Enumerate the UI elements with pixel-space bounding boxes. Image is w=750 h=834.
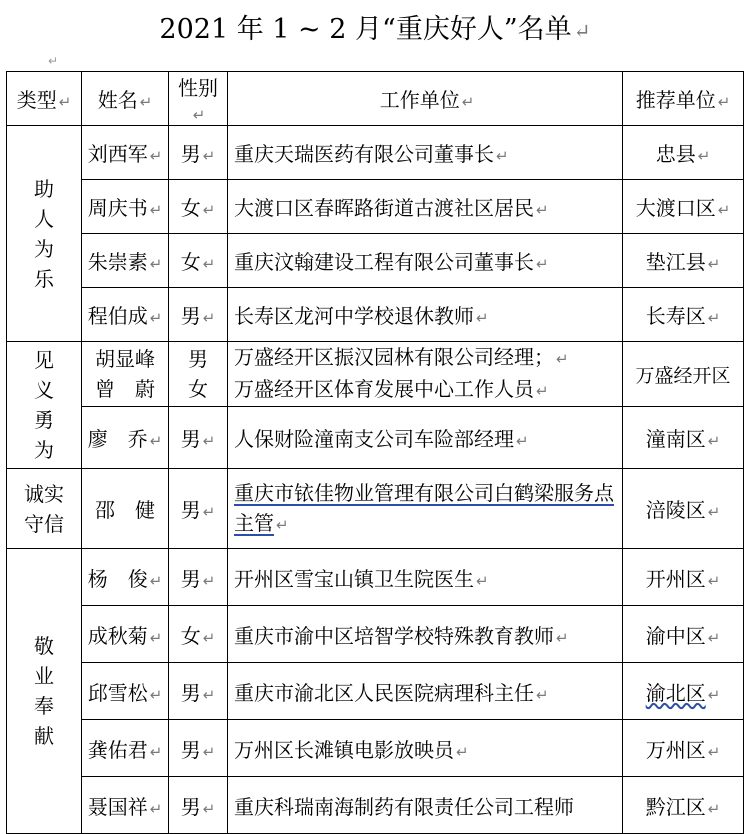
name-cell: 周庆书 ↵ — [82, 180, 169, 234]
name-cell: 龚佑君 ↵ — [82, 720, 169, 777]
name-cell: 刘西军 ↵ — [82, 126, 169, 180]
workplace-cell: 开州区雪宝山镇卫生院医生 ↵ — [228, 549, 623, 606]
name-cell: 朱崇素 ↵ — [82, 234, 169, 288]
sex-cell: 男 ↵ — [169, 469, 228, 549]
header-workplace: 工作单位 ↵ — [228, 72, 623, 126]
name-cell: 邵 健 — [82, 469, 169, 549]
paragraph-mark-icon: ↵ — [573, 19, 591, 43]
category-cell: 敬业奉献 — [7, 549, 82, 834]
name-cell: 邱雪松 ↵ — [82, 663, 169, 720]
category-cell: 助人为乐 — [7, 126, 82, 342]
table-header-row — [7, 72, 744, 126]
sex-cell: 男 ↵ — [169, 549, 228, 606]
recommender-cell: 万盛经开区 — [623, 342, 744, 407]
sex-cell: 女 ↵ — [169, 234, 228, 288]
table-row — [7, 180, 744, 234]
table-row — [7, 234, 744, 288]
sex-cell: 女 ↵ — [169, 180, 228, 234]
name-cell: 廖 乔 ↵ — [82, 407, 169, 469]
table-row — [7, 663, 744, 720]
workplace-cell: 重庆科瑞南海制药有限责任公司工程师 — [228, 777, 623, 834]
header-name: 姓名 ↵ — [82, 72, 169, 126]
workplace-cell: 重庆天瑞医药有限公司董事长 ↵ — [228, 126, 623, 180]
workplace-cell: 万盛经开区振汉园林有限公司经理； ↵ 万盛经开区体育发展中心工作人员 ↵ — [228, 342, 623, 407]
header-type: 类型 ↵ — [7, 72, 82, 126]
recommender-cell: 长寿区 ↵ — [623, 288, 744, 342]
table-row — [7, 469, 744, 549]
workplace-cell: 重庆市铱佳物业管理有限公司白鹤梁服务点主管 ↵ — [228, 469, 623, 549]
header-sex: 性别↵ — [169, 72, 228, 126]
sex-cell: 男 女 — [169, 342, 228, 407]
recommender-cell: 垫江县 ↵ — [623, 234, 744, 288]
sex-cell: 男 ↵ — [169, 126, 228, 180]
table-row — [7, 777, 744, 834]
workplace-cell: 大渡口区春晖路街道古渡社区居民 ↵ — [228, 180, 623, 234]
name-cell: 聂国祥 ↵ — [82, 777, 169, 834]
recommender-cell: 涪陵区 ↵ — [623, 469, 744, 549]
recommender-cell: 渝北区 ↵ — [623, 663, 744, 720]
sex-cell: 男 ↵ — [169, 777, 228, 834]
sex-cell: 男 ↵ — [169, 407, 228, 469]
workplace-cell: 重庆市渝中区培智学校特殊教育教师 ↵ — [228, 606, 623, 663]
table-row — [7, 342, 744, 407]
recommender-cell: 大渡口区 ↵ — [623, 180, 744, 234]
table-row — [7, 126, 744, 180]
name-cell: 成秋菊 ↵ — [82, 606, 169, 663]
category-cell: 诚实守信 — [7, 469, 82, 549]
name-cell: 杨 俊 ↵ — [82, 549, 169, 606]
recommender-cell: 忠县 ↵ — [623, 126, 744, 180]
sex-cell: 男 ↵ — [169, 663, 228, 720]
honoree-table — [6, 71, 744, 834]
table-row — [7, 288, 744, 342]
paragraph-mark-icon: ↵ — [48, 54, 59, 68]
table-row — [7, 549, 744, 606]
table-row — [7, 720, 744, 777]
name-cell: 胡显峰 曾 蔚 — [82, 342, 169, 407]
header-recommender: 推荐单位 ↵ — [623, 72, 744, 126]
workplace-cell: 万州区长滩镇电影放映员 ↵ — [228, 720, 623, 777]
sex-cell: 女 ↵ — [169, 606, 228, 663]
recommender-cell: 渝中区 ↵ — [623, 606, 744, 663]
table-row — [7, 407, 744, 469]
category-cell: 见义勇为 — [7, 342, 82, 469]
recommender-cell: 潼南区 ↵ — [623, 407, 744, 469]
table-row — [7, 606, 744, 663]
recommender-cell: 开州区 ↵ — [623, 549, 744, 606]
sex-cell: 男 ↵ — [169, 288, 228, 342]
workplace-cell: 长寿区龙河中学校退休教师 ↵ — [228, 288, 623, 342]
recommender-cell: 万州区 ↵ — [623, 720, 744, 777]
document-title: 2021 年 1 ~ 2 月“重庆好人”名单↵ — [159, 14, 591, 45]
workplace-cell: 重庆市渝北区人民医院病理科主任 ↵ — [228, 663, 623, 720]
sex-cell: 男 ↵ — [169, 720, 228, 777]
name-cell: 程伯成 ↵ — [82, 288, 169, 342]
recommender-cell: 黔江区 ↵ — [623, 777, 744, 834]
workplace-cell: 人保财险潼南支公司车险部经理 ↵ — [228, 407, 623, 469]
workplace-cell: 重庆汶翰建设工程有限公司董事长 ↵ — [228, 234, 623, 288]
